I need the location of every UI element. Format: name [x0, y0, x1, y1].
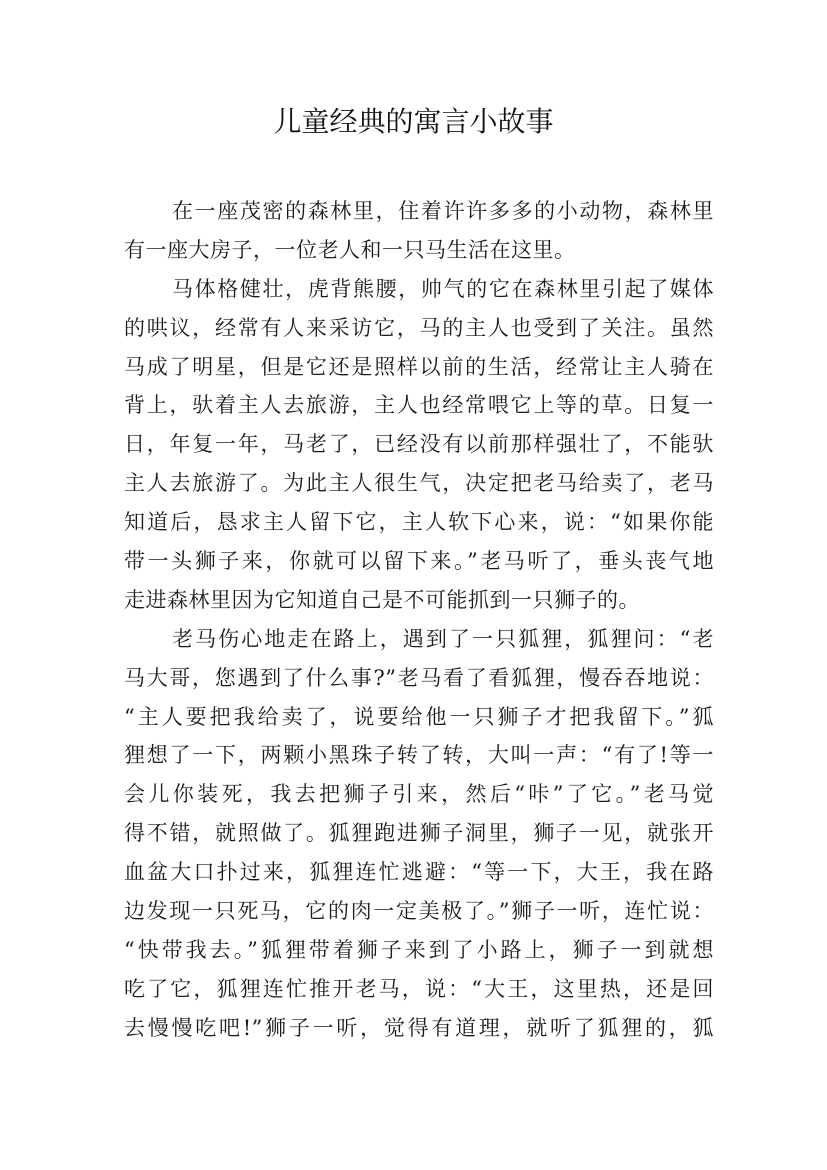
- text-line: 马大哥，您遇到了什么事?”老马看了看狐狸，慢吞吞地说：: [124, 665, 714, 690]
- text-line: 血盆大口扑过来，狐狸连忙逃避：“等一下，大王，我在路: [124, 860, 714, 885]
- text-line: 带一头狮子来，你就可以留下来。”老马听了，垂头丧气地: [124, 549, 714, 574]
- text-line: 边发现一只死马，它的肉一定美极了。”狮子一听，连忙说：: [124, 899, 714, 924]
- document-title: 儿童经典的寓言小故事: [273, 105, 554, 138]
- text-line: 去慢慢吃吧!”狮子一听，觉得有道理，就听了狐狸的，狐: [124, 1015, 714, 1040]
- text-line: 老马伤心地走在路上，遇到了一只狐狸，狐狸问：“老: [172, 626, 714, 651]
- text-line: 狸想了一下，两颗小黑珠子转了转，大叫一声：“有了!等一: [124, 743, 714, 768]
- text-line: 在一座茂密的森林里，住着许许多多的小动物，森林里: [172, 199, 714, 223]
- text-line: 会儿你装死，我去把狮子引来，然后“咔”了它。”老马觉: [124, 782, 714, 807]
- text-line: “快带我去。”狐狸带着狮子来到了小路上，狮子一到就想: [124, 937, 714, 962]
- text-line: 走进森林里因为它知道自己是不可能抓到一只狮子的。: [124, 587, 640, 612]
- text-line: 主人去旅游了。为此主人很生气，决定把老马给卖了，老马: [124, 471, 714, 496]
- text-line: 马成了明星，但是它还是照样以前的生活，经常让主人骑在: [124, 354, 714, 379]
- text-line: 有一座大房子，一位老人和一只马生活在这里。: [124, 237, 576, 262]
- text-line: “主人要把我给卖了，说要给他一只狮子才把我留下。”狐: [124, 704, 714, 729]
- text-line: 得不错，就照做了。狐狸跑进狮子洞里，狮子一见，就张开: [124, 821, 714, 846]
- text-line: 背上，驮着主人去旅游，主人也经常喂它上等的草。日复一: [124, 393, 714, 418]
- text-line: 日，年复一年，马老了，已经没有以前那样强壮了，不能驮: [124, 432, 714, 457]
- text-line: 知道后，恳求主人留下它，主人软下心来，说：“如果你能: [124, 510, 714, 535]
- text-line: 马体格健壮，虎背熊腰，帅气的它在森林里引起了媒体: [172, 276, 714, 301]
- document-body: [124, 192, 714, 1048]
- text-line: 的哄议，经常有人来采访它，马的主人也受到了关注。虽然: [124, 315, 714, 340]
- text-line: 吃了它，狐狸连忙推开老马，说：“大王，这里热，还是回: [124, 976, 714, 1001]
